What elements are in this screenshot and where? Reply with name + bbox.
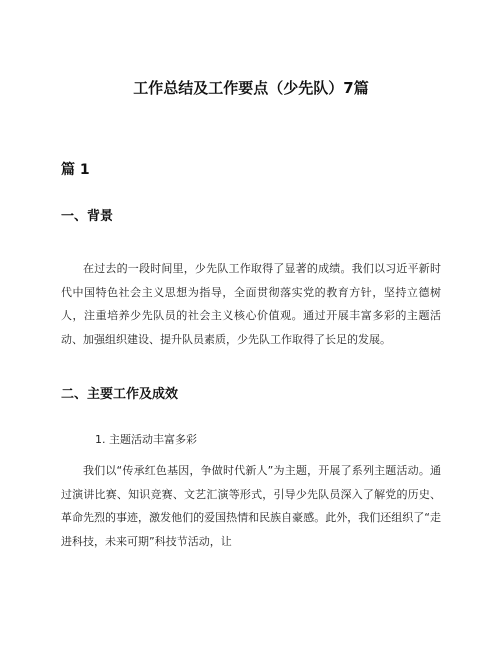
subheading-theme-activities: 1. 主题活动丰富多彩 <box>95 433 197 446</box>
section-paragraph-main-work: 我们以“传承红色基因，争做时代新人”为主题，开展了系列主题活动。通过演讲比赛、知识竞赛、文艺汇演等形式，引导少先队员深入了解党的历史、革命先烈的事迹，激发他们的爱国热情和民族自豪感。此外，我们还组织了“走进科技，未来可期”科技节活动，让 <box>61 464 441 548</box>
section-heading-background: 一、背景 <box>61 209 114 224</box>
part-heading: 篇 1 <box>61 162 90 178</box>
section-heading-main-work: 二、主要工作及成效 <box>61 387 179 402</box>
section-paragraph-background: 在过去的一段时间里，少先队工作取得了显著的成绩。我们以习近平新时代中国特色社会主义思想为指导，全面贯彻落实党的教育方针，坚持立德树人，注重培养少先队员的社会主义核心价值观。通过开展丰富多彩的主题活动、加强组织建设、提升队员素质，少先队工作取得了长足的发展。 <box>61 262 441 346</box>
document-title: 工作总结及工作要点（少先队）7篇 <box>133 79 369 97</box>
